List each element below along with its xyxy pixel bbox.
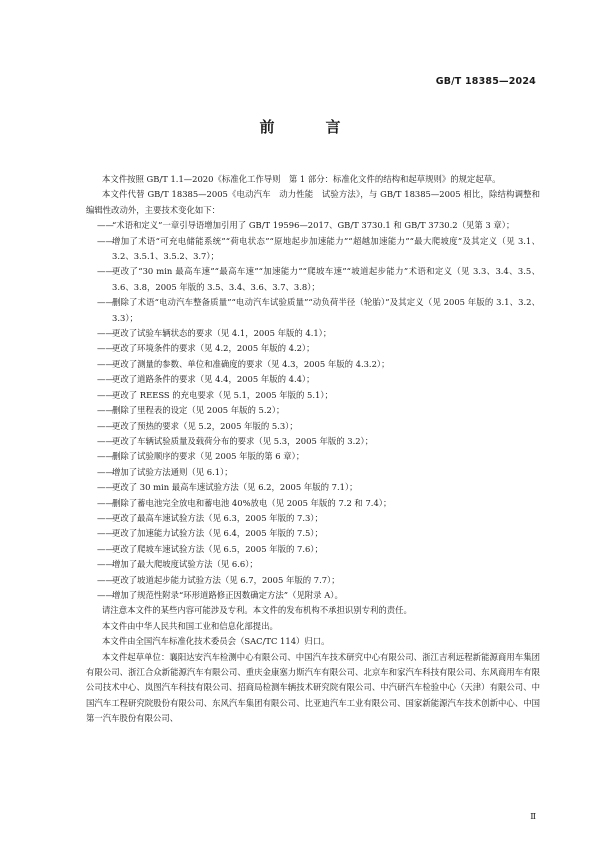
- dash-bullet: ——: [97, 297, 114, 308]
- list-item: [86, 511, 540, 526]
- list-item: [86, 557, 540, 572]
- list-item: [86, 573, 540, 588]
- document-body: [86, 172, 540, 727]
- list-item: [86, 588, 540, 603]
- list-item: [86, 295, 540, 326]
- list-item-text: 更改了最高车速试验方法（见 6.3，2005 年版的 7.3）；: [112, 512, 323, 523]
- list-item-text: 更改了道路条件的要求（见 4.4，2005 年版的 4.4）；: [112, 374, 315, 385]
- list-item: [86, 542, 540, 557]
- list-item-text: 删除了试验顺序的要求（见 2005 年版的第 6 章）；: [112, 451, 305, 462]
- drafting-organizations: 本文件起草单位：襄阳达安汽车检测中心有限公司、中国汽车技术研究中心有限公司、浙江吉利远程新能源商用车集团有限公司、浙江合众新能源汽车有限公司、重庆金康塞力斯汽车有限公司、北京车和家汽车科技有限公司、东风商用车有限公司技术中心、岚图汽车科技有限公司、招商局检测车辆技术研究院有限公司、中汽研汽车检验中心（天津）有限公司、中国汽车工程研究院股份有限公司、东风汽车集团有限公司、比亚迪汽车工业有限公司、国家新能源汽车技术创新中心、中国第一汽车股份有限公司、: [86, 651, 540, 724]
- dash-bullet: ——: [97, 482, 114, 493]
- list-item-text: 更改了爬坡车速试验方法（见 6.5，2005 年版的 7.6）；: [112, 543, 323, 554]
- page-title: 前 言: [259, 118, 359, 136]
- dash-bullet: ——: [97, 235, 114, 246]
- intro-paragraph-replacement: 本文件代替 GB/T 18385—2005《电动汽车 动力性能 试验方法》，与 GB/T 18385—2005 相比，除结构调整和编辑性改动外，主要技术变化如下：: [86, 189, 540, 215]
- list-item: [86, 341, 540, 356]
- proposer-statement: 本文件由中华人民共和国工业和信息化部提出。: [102, 620, 278, 631]
- dash-bullet: ——: [97, 266, 114, 277]
- dash-bullet: ——: [97, 497, 114, 508]
- list-item-text: 更改了预热的要求（见 5.2，2005 年版的 5.3）；: [112, 420, 298, 431]
- list-item: [86, 419, 540, 434]
- technical-changes-list: [86, 218, 540, 603]
- dash-bullet: ——: [97, 528, 114, 539]
- list-item: [86, 480, 540, 495]
- list-item-text: 更改了 REESS 的充电要求（见 5.1，2005 年版的 5.1）；: [112, 389, 333, 400]
- page-number: Ⅱ: [530, 812, 536, 822]
- list-item: [86, 388, 540, 403]
- dash-bullet: ——: [97, 559, 114, 570]
- list-item-text: 更改了车辆试验质量及载荷分布的要求（见 5.3，2005 年版的 3.2）；: [112, 435, 374, 446]
- dash-bullet: ——: [97, 358, 114, 369]
- list-item: [86, 372, 540, 387]
- list-item-text: 增加了最大爬坡度试验方法（见 6.6）；: [112, 559, 258, 570]
- list-item: [86, 449, 540, 464]
- dash-bullet: ——: [97, 374, 114, 385]
- list-item: [86, 496, 540, 511]
- list-item: [86, 403, 540, 418]
- dash-bullet: ——: [97, 389, 114, 400]
- list-item-text: “术语和定义”一章引导语增加引用了 GB/T 19596—2017、GB/T 3730.1 和 GB/T 3730.2（见第 3 章）；: [112, 220, 515, 231]
- dash-bullet: ——: [97, 328, 114, 339]
- list-item-text: 更改了环境条件的要求（见 4.2，2005 年版的 4.2）；: [112, 343, 315, 354]
- dash-bullet: ——: [97, 574, 114, 585]
- list-item: [86, 218, 540, 233]
- dash-bullet: ——: [97, 451, 114, 462]
- standard-code: GB/T 18385—2024: [435, 76, 536, 87]
- dash-bullet: ——: [97, 405, 114, 416]
- dash-bullet: ——: [97, 466, 114, 477]
- list-item-text: 更改了加速能力试验方法（见 6.4，2005 年版的 7.5）；: [112, 528, 323, 539]
- committee-statement: 本文件由全国汽车标准化技术委员会（SAC/TC 114）归口。: [102, 636, 330, 647]
- list-item-text: 更改了 30 min 最高车速试验方法（见 6.2，2005 年版的 7.1）；: [112, 482, 358, 493]
- list-item-text: 增加了术语“可充电储能系统”“荷电状态”“原地起步加速能力”“超越加速能力”“最大爬坡度”及其定义（见 3.1、3.2、3.5.1、3.5.2、3.7）；: [112, 235, 540, 262]
- list-item-text: 更改了测量的参数、单位和准确度的要求（见 4.3，2005 年版的 4.3.2）；: [112, 358, 390, 369]
- list-item: [86, 234, 540, 265]
- dash-bullet: ——: [97, 220, 114, 231]
- list-item-text: 增加了规范性附录“环形道路修正因数确定方法”（见附录 A）。: [112, 589, 343, 600]
- list-item-text: 更改了“30 min 最高车速”“最高车速”“加速能力”“爬坡车速”“坡道起步能力”术语和定义（见 3.3、3.4、3.5、3.6、3.8，2005 年版的 3.5、3.4、3.6、3.7、3.8）；: [112, 266, 540, 292]
- list-item-text: 更改了坡道起步能力试验方法（见 6.7，2005 年版的 7.7）；: [112, 574, 340, 585]
- dash-bullet: ——: [97, 589, 114, 600]
- dash-bullet: ——: [97, 543, 114, 554]
- list-item-text: 删除了里程表的设定（见 2005 年版的 5.2）；: [112, 405, 285, 416]
- dash-bullet: ——: [97, 420, 114, 431]
- list-item-text: 删除了术语“电动汽车整备质量”“电动汽车试验质量”“动负荷半径（轮胎）”及其定义（见 2005 年版的 3.1、3.2、3.3）；: [112, 297, 540, 323]
- dash-bullet: ——: [97, 343, 114, 354]
- dash-bullet: ——: [97, 435, 114, 446]
- list-item: [86, 357, 540, 372]
- patent-notice: 请注意本文件的某些内容可能涉及专利。本文件的发布机构不承担识别专利的责任。: [102, 605, 412, 616]
- list-item-text: 更改了试验车辆状态的要求（见 4.1，2005 年版的 4.1）；: [112, 328, 332, 339]
- list-item: [86, 465, 540, 480]
- intro-paragraph-drafting-rules: 本文件按照 GB/T 1.1—2020《标准化工作导则 第 1 部分：标准化文件的结构和起草规则》的规定起草。: [102, 174, 501, 184]
- list-item: [86, 264, 540, 295]
- list-item: [86, 526, 540, 541]
- list-item-text: 删除了蓄电池完全放电和蓄电池 40%放电（见 2005 年版的 7.2 和 7.4）；: [112, 497, 392, 508]
- dash-bullet: ——: [97, 512, 114, 523]
- list-item: [86, 434, 540, 449]
- list-item-text: 增加了试验方法通则（见 6.1）；: [112, 466, 233, 477]
- list-item: [86, 326, 540, 341]
